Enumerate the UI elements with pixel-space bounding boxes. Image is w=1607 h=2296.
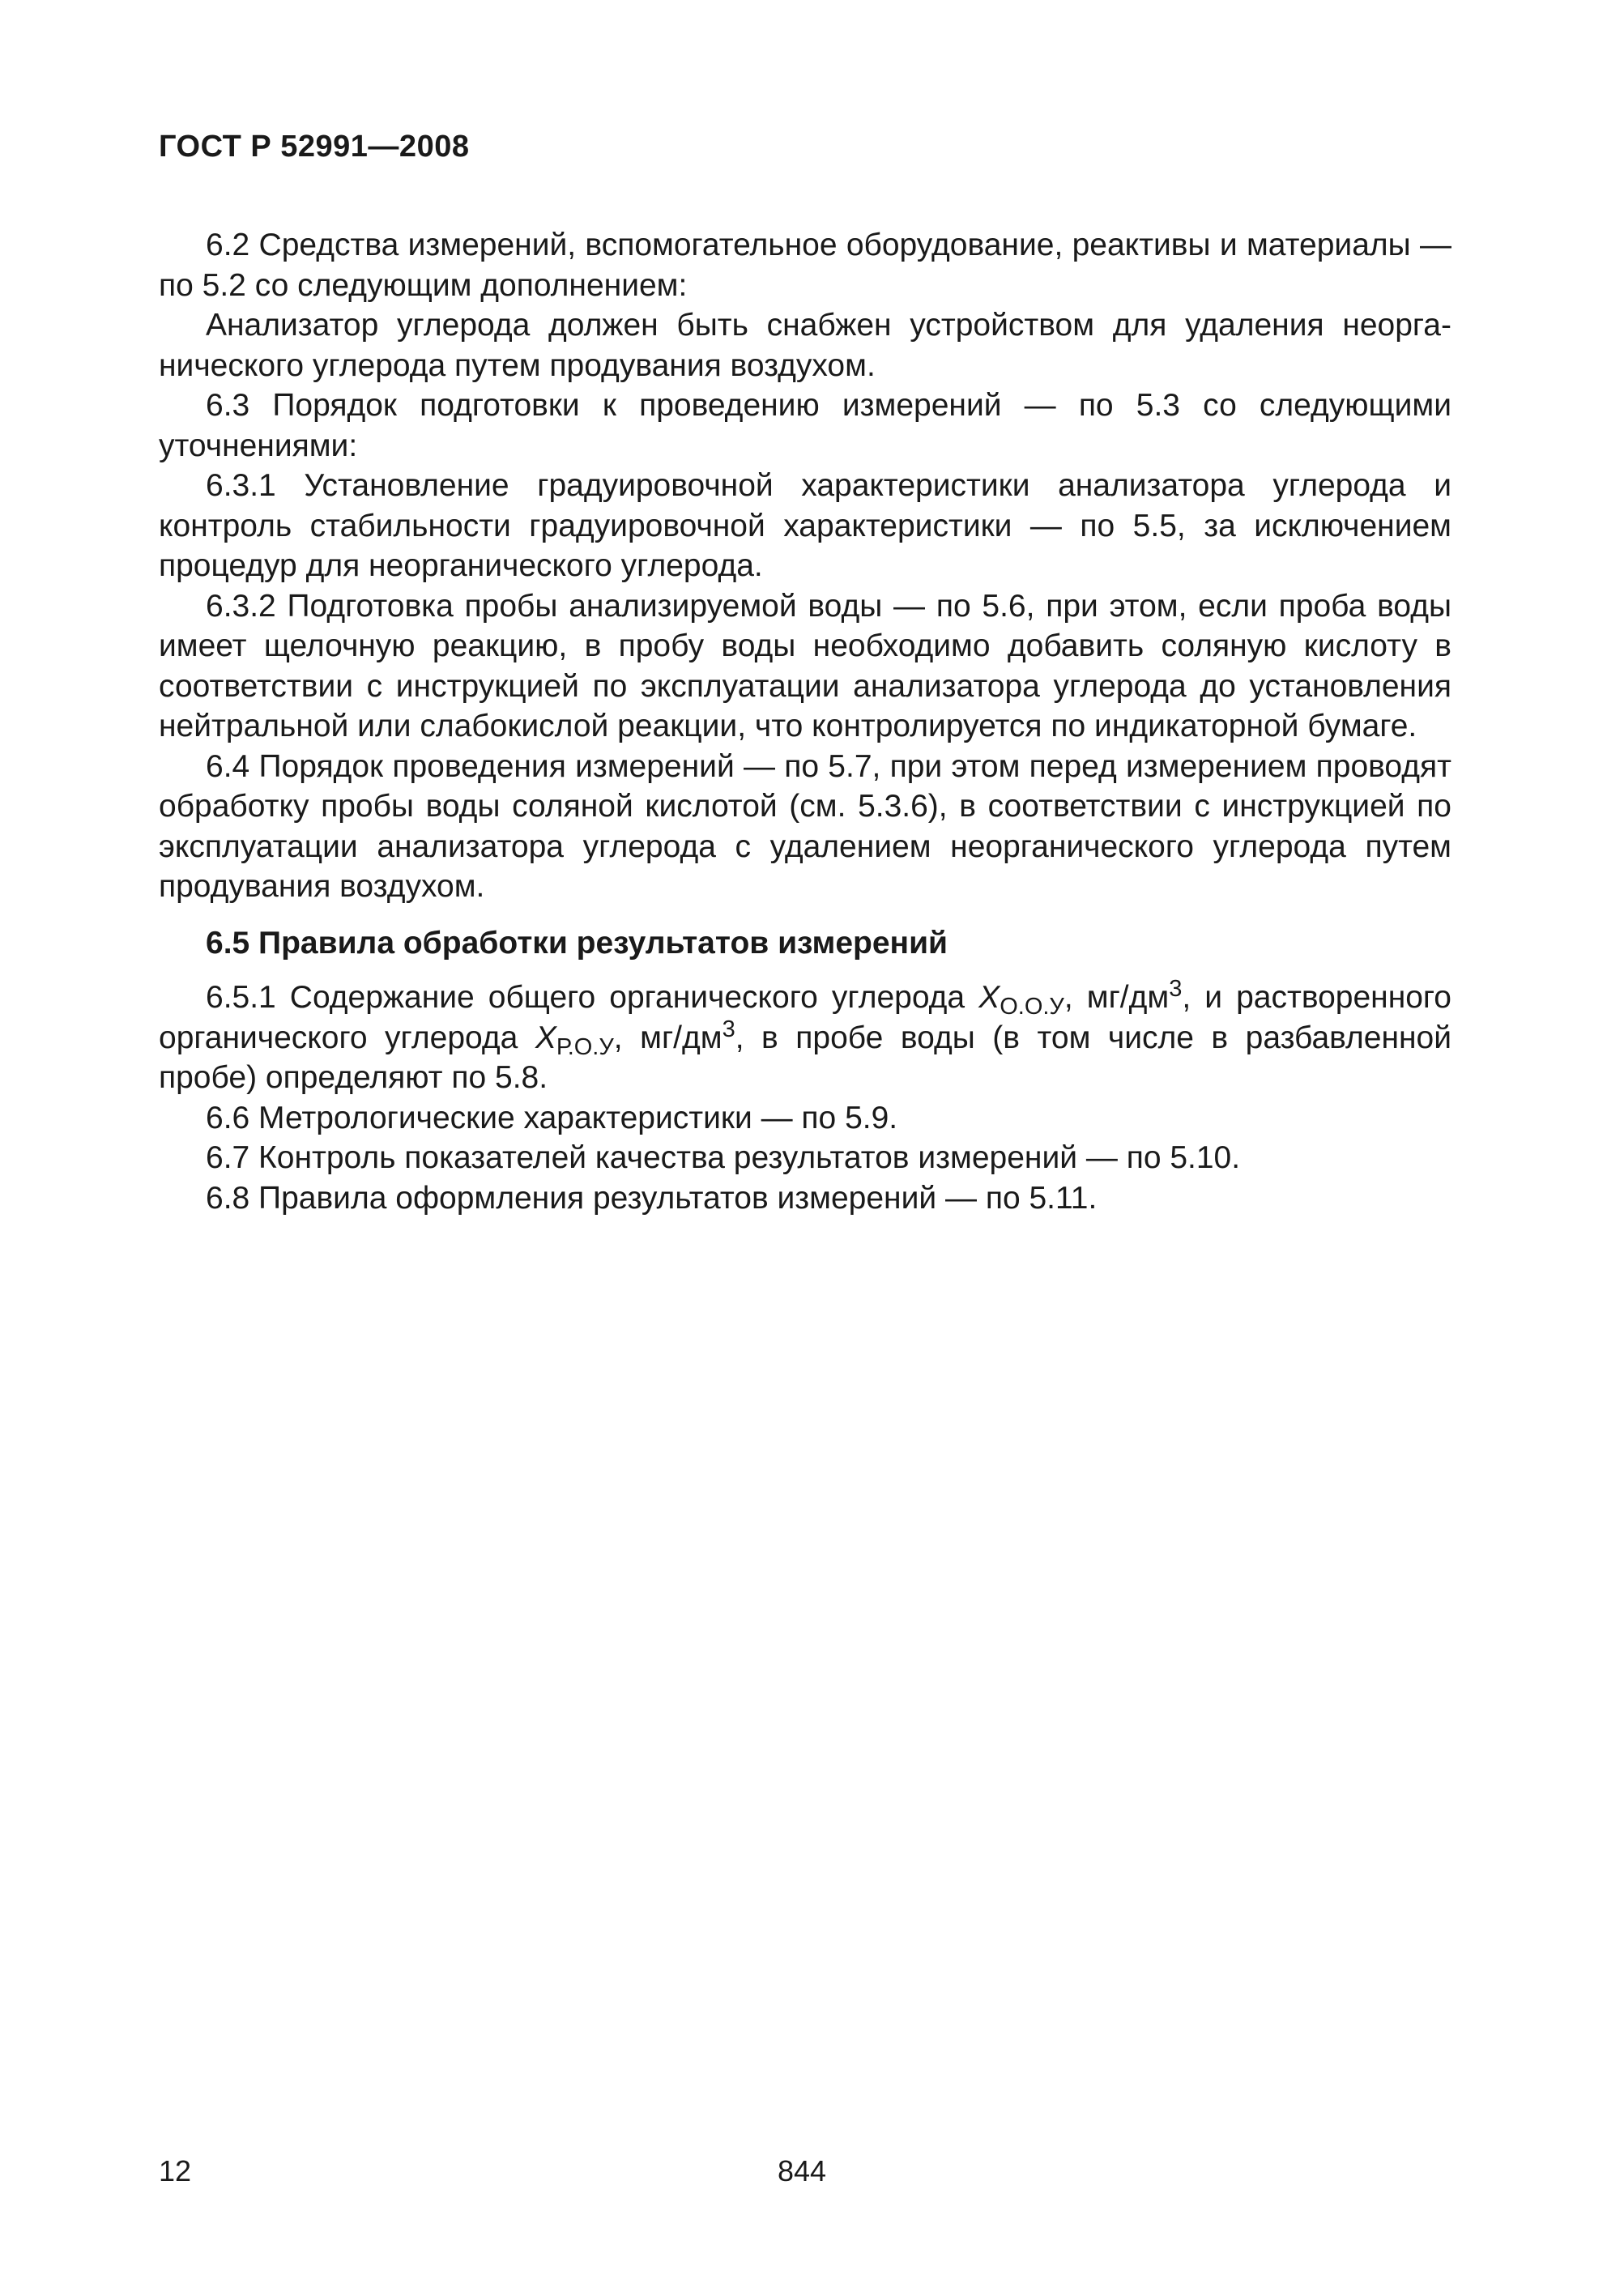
p651-text-4: , мг/дм bbox=[613, 1020, 723, 1055]
p651-text-5: , в пробе воды (в том числе в разбавленной пробе) определяют по 5.8. bbox=[159, 1020, 1451, 1095]
subscript-total-organic: О.О.У bbox=[1000, 994, 1064, 1020]
page-number: 12 bbox=[159, 2154, 192, 2187]
paragraph-6-8: 6.8 Правила оформления результатов измерений — по 5.11. bbox=[206, 1180, 1098, 1216]
section-heading-6-5: 6.5 Правила обработки результатов измерений bbox=[206, 925, 948, 961]
paragraph-analyzer: Анализатор углерода должен быть снабжен устройством для удаления неорганического углерода путем продувания воздухом. bbox=[159, 308, 1451, 383]
paragraph-6-3-2: 6.3.2 Подготовка пробы анализируемой воды — по 5.6, при этом, если проба воды имеет щелочную реакцию, в пробу воды необходимо добавить соляную кислоту в соответствии с инструкцией по эксплуатации анализатора углерода до установления нейтральной или слабокислой реакции, что контролируется по индикаторной бумаге. bbox=[159, 588, 1451, 743]
paragraph-6-7: 6.7 Контроль показателей качества результатов измерений — по 5.10. bbox=[206, 1140, 1241, 1175]
superscript-3-b: 3 bbox=[722, 1016, 735, 1042]
superscript-3-a: 3 bbox=[1169, 976, 1183, 1002]
document-header: ГОСТ Р 52991—2008 bbox=[159, 130, 470, 164]
paragraph-6-6: 6.6 Метрологические характеристики — по 5.9. bbox=[206, 1100, 898, 1135]
paragraph-6-3-1: 6.3.1 Установление градуировочной характеристики анализатора углерода и контроль стабильности градуировочной характеристики — по 5.5, за исключением процедур для неорганического углерода. bbox=[159, 468, 1451, 583]
symbol-x-total: X bbox=[978, 980, 1000, 1015]
paragraph-6-4: 6.4 Порядок проведения измерений — по 5.7, при этом перед измерением проводят обработку пробы воды соляной кислотой (см. 5.3.6), в соответствии с инструкцией по эксплуатации анализатора углерода с удалением неорганического углерода путем продувания воздухом. bbox=[159, 748, 1451, 904]
center-page-number: 844 bbox=[778, 2154, 827, 2187]
symbol-x-dissolved: X bbox=[535, 1020, 556, 1055]
subscript-dissolved-organic: Р.О.У bbox=[556, 1033, 614, 1060]
p651-text-2: , мг/дм bbox=[1064, 980, 1170, 1015]
document-body bbox=[159, 225, 1451, 1218]
p651-text-3: , и растворенного органического углерода bbox=[159, 980, 1451, 1055]
paragraph-6-5-1 bbox=[159, 978, 1451, 1098]
paragraph-6-2: 6.2 Средства измерений, вспомогательное оборудование, реактивы и материалы — по 5.2 со следующим дополнением: bbox=[159, 228, 1451, 303]
p651-text-1: 6.5.1 Содержание общего органического углерода bbox=[206, 980, 979, 1015]
paragraph-6-3: 6.3 Порядок подготовки к проведению измерений — по 5.3 со следующими уточнениями: bbox=[159, 388, 1451, 463]
